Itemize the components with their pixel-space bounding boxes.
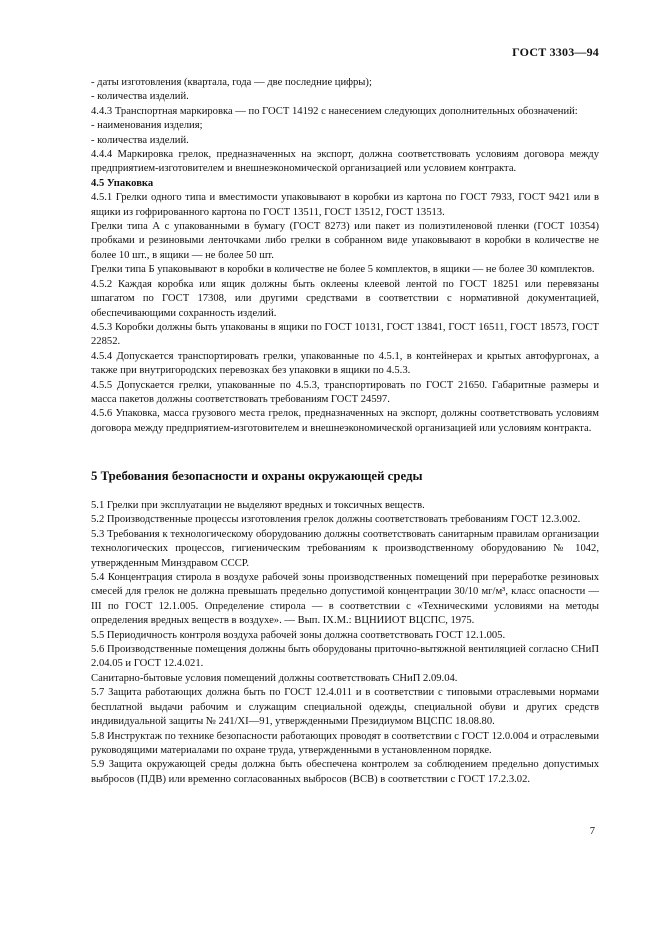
paragraph: Грелки типа А с упакованными в бумагу (ГОСТ 8273) или пакет из полиэтиленовой пленки (ГОСТ 10354) пробками и резиновыми ленточками либо грелки в собранном виде упаковывают в коробки в количестве не более 10 шт., в ящики — не более 50 шт. xyxy=(91,221,599,261)
paragraph: 5.6 Производственные помещения должны быть оборудованы приточно-вытяжной вентиляцией согласно СНиП 2.04.05 и ГОСТ 12.4.021. xyxy=(91,644,599,670)
paragraph: - количества изделий. xyxy=(91,91,189,103)
paragraph: 4.5.5 Допускается грелки, упакованные по 4.5.3, транспортировать по ГОСТ 21650. Габаритные размеры и масса пакетов должны соответствовать требованиям ГОСТ 24597. xyxy=(91,379,599,405)
paragraph: 4.5.3 Коробки должны быть упакованы в ящики по ГОСТ 10131, ГОСТ 13841, ГОСТ 16511, ГОСТ 18573, ГОСТ 22852. xyxy=(91,321,599,348)
paragraph: 4.5.1 Грелки одного типа и вместимости упаковывают в коробки из картона по ГОСТ 7933, ГОСТ 9421 или в ящики из гофрированного картона по ГОСТ 13511, ГОСТ 13512, ГОСТ 13513. xyxy=(91,192,599,218)
paragraph: Грелки типа Б упаковывают в коробки в количестве не более 5 комплектов, в ящики — не более 30 комплектов. xyxy=(91,264,595,276)
section-4-text xyxy=(91,76,599,436)
paragraph: Санитарно-бытовые условия помещений должны соответствовать СНиП 2.09.04. xyxy=(91,672,458,684)
paragraph: 5.8 Инструктаж по технике безопасности работающих проводят в соответствии с ГОСТ 12.0.004 и отраслевыми руководящими материалами по охране труда, утвержденными в установленном порядке. xyxy=(91,730,599,756)
paragraph: 4.5.4 Допускается транспортировать грелки, упакованные по 4.5.1, в контейнерах и крытых автофургонах, а также при внутригородских перевозках без упаковки в ящики по 4.5.3. xyxy=(91,350,599,377)
subsection-heading: 4.5 Упаковка xyxy=(91,177,154,189)
paragraph: 5.5 Периодичность контроля воздуха рабочей зоны должна соответствовать ГОСТ 12.1.005. xyxy=(91,629,506,641)
section-5-heading: 5 Требования безопасности и охраны окружающей среды xyxy=(91,469,423,483)
section-5-text xyxy=(91,499,599,787)
page-number: 7 xyxy=(589,826,595,837)
paragraph: - количества изделий. xyxy=(91,134,189,146)
paragraph: 5.3 Требования к технологическому оборудованию должны соответствовать санитарным правилам организации технологических процессов, гигиеническим требованиям к производственному оборудованию № 1042, утвержденным Минздравом СССР. xyxy=(91,528,599,569)
paragraph: 4.4.3 Транспортная маркировка — по ГОСТ 14192 с нанесением следующих дополнительных обозначений: xyxy=(91,105,578,117)
paragraph: 5.4 Концентрация стирола в воздухе рабочей зоны производственных помещений при переработке резиновых смесей для грелок не должна превышать предельно допустимой концентрации 30/10 мг/м³, класс опасности — III по ГОСТ 12.1.005. Определение стирола — в соответствии с «Техническими условиями на методы определения вредных веществ в воздухе». — Вып. IX.М.: ВЦНИИОТ ВЦСПС, 1975. xyxy=(91,572,599,627)
paragraph: 4.4.4 Маркировка грелок, предназначенных на экспорт, должна соответствовать условиям договора между предприятием-изготовителем и внешнеэкономической организацией или условием контракта. xyxy=(91,149,599,175)
paragraph: 4.5.2 Каждая коробка или ящик должны быть оклеены клеевой лентой по ГОСТ 18251 или перевязаны шпагатом по ГОСТ 17308, или другими средствами в соответствии с нормативной документацией, обеспечивающими сохранность изделий. xyxy=(91,278,599,319)
paragraph: 4.5.6 Упаковка, масса грузового места грелок, предназначенных на экспорт, должны соответствовать условиям договора между предприятием-изготовителем и внешнеэкономической организацией или условиям контракта. xyxy=(91,408,599,434)
paragraph: - наименования изделия; xyxy=(91,120,203,132)
paragraph: 5.2 Производственные процессы изготовления грелок должны соответствовать требованиям ГОСТ 12.3.002. xyxy=(91,514,581,526)
paragraph: 5.9 Защита окружающей среды должна быть обеспечена контролем за соблюдением предельно допустимых выбросов (ПДВ) или временно согласованных выбросов (ВСВ) в соответствии с ГОСТ 17.2.3.02. xyxy=(91,759,599,785)
paragraph: 5.1 Грелки при эксплуатации не выделяют вредных и токсичных веществ. xyxy=(91,500,425,511)
paragraph: - даты изготовления (квартала, года — две последние цифры); xyxy=(91,77,372,88)
document-code: ГОСТ 3303—94 xyxy=(512,45,599,59)
paragraph: 5.7 Защита работающих должна быть по ГОСТ 12.4.011 и в соответствии с типовыми отраслевыми нормами бесплатной выдачи рабочим и служащим специальной одежды, специальной обуви и других средств индивидуальной защиты № 241/XI—91, утвержденными Президиумом ВЦСПС 18.08.80. xyxy=(91,687,599,728)
